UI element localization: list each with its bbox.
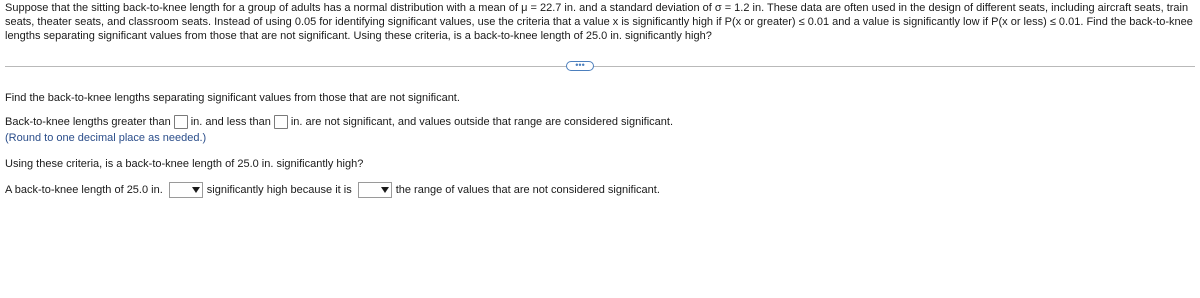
show-more-button[interactable]: [566, 61, 594, 71]
part2-text-a: A back-to-knee length of 25.0 in.: [5, 184, 163, 196]
part1-answer-row: [5, 115, 673, 129]
part2-text-b: significantly high because it is: [206, 184, 352, 196]
upper-bound-input[interactable]: [274, 115, 288, 129]
dropdown-caret-icon: [381, 187, 389, 193]
more-dots-icon: •••: [575, 59, 585, 70]
rounding-note: (Round to one decimal place as needed.): [5, 132, 207, 144]
part2-answer-row: [5, 182, 660, 198]
is-is-not-dropdown[interactable]: [169, 182, 203, 198]
part2-text-c: the range of values that are not considered significant.: [395, 184, 660, 196]
part1-text-b: in. and less than: [190, 116, 271, 128]
part1-text-a: Back-to-knee lengths greater than: [5, 116, 171, 128]
within-outside-dropdown[interactable]: [358, 182, 392, 198]
lower-bound-input[interactable]: [174, 115, 188, 129]
section-divider: [5, 66, 1195, 67]
dropdown-caret-icon: [192, 187, 200, 193]
problem-statement: Suppose that the sitting back-to-knee length for a group of adults has a normal distribution with a mean of μ = 22.7 in. and a standard deviation of σ = 1.2 in. These data are often used in the design of different seats, including aircraft seats, train seats, theater seats, and classroom seats. Instead of using 0.05 for identifying significant values, use the criteria that a value x is significantly high if P(x or greater) ≤ 0.01 and a value is significantly low if P(x or less) ≤ 0.01. Find the back-to-knee lengths separating significant values from those that are not significant. Using these criteria, is a back-to-knee length of 25.0 in. significantly high?: [5, 2, 1193, 42]
part1-text-c: in. are not significant, and values outside that range are considered significant.: [290, 116, 674, 128]
part2-prompt: Using these criteria, is a back-to-knee length of 25.0 in. significantly high?: [5, 158, 364, 170]
part1-prompt: Find the back-to-knee lengths separating significant values from those that are not significant.: [5, 92, 460, 104]
